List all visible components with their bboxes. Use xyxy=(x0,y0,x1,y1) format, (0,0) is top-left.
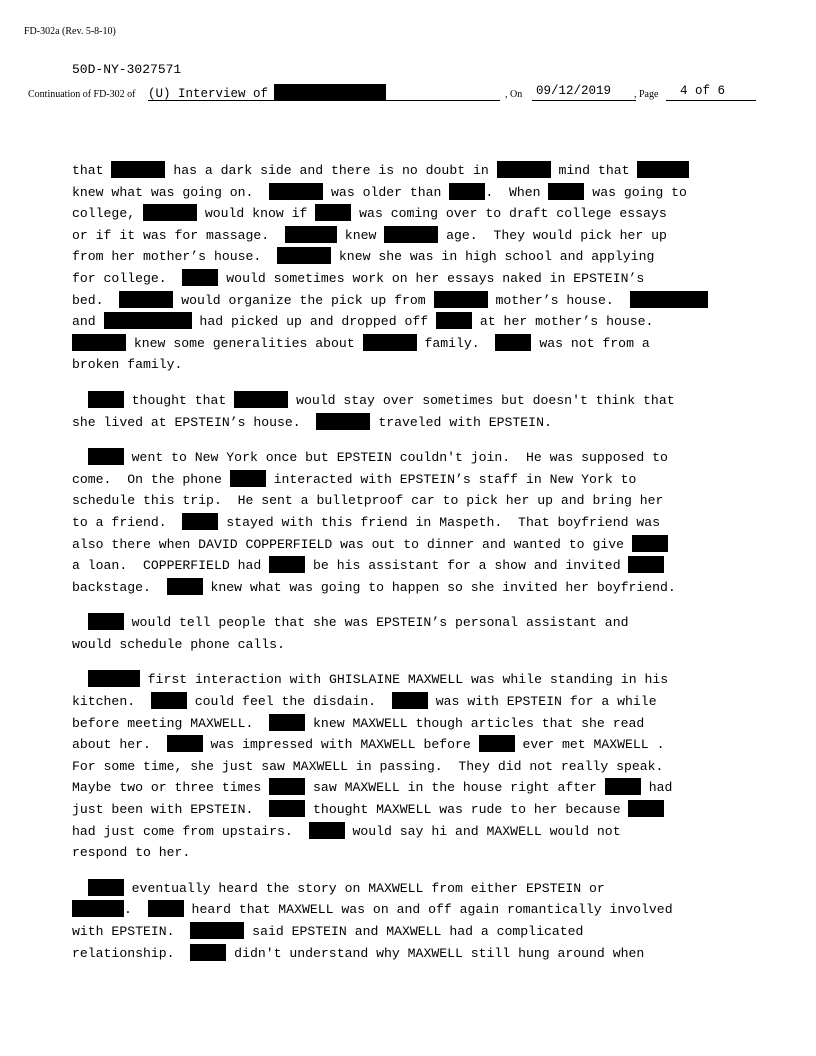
redaction xyxy=(190,944,226,961)
text: didn't understand why MAXWELL still hung around when xyxy=(226,945,645,961)
text: and xyxy=(72,314,104,330)
redaction xyxy=(384,226,438,243)
text: knew MAXWELL though articles that she read xyxy=(305,715,645,731)
paragraph-6 xyxy=(72,878,752,964)
text: schedule this trip. He sent a bulletproof car to pick her up and bring her xyxy=(72,493,664,509)
redaction xyxy=(548,183,584,200)
redaction xyxy=(88,448,124,465)
text: before meeting MAXWELL. xyxy=(72,715,270,731)
text: knew some generalities about xyxy=(126,335,363,351)
redaction xyxy=(277,247,331,264)
text: relationship. xyxy=(72,945,191,961)
text: knew xyxy=(336,227,385,243)
text: that xyxy=(72,163,112,178)
redaction xyxy=(392,692,428,709)
text: mother’s house. xyxy=(487,292,630,308)
on-label: , On xyxy=(505,89,523,100)
paragraph-5 xyxy=(72,669,752,863)
redaction xyxy=(269,778,305,795)
paragraph-3 xyxy=(72,447,752,598)
continuation-label: Continuation of FD-302 of xyxy=(28,89,136,100)
text: would stay over sometimes but doesn't think that xyxy=(288,392,675,408)
text: age. They would pick her up xyxy=(438,227,667,243)
text: was coming over to draft college essays xyxy=(351,206,667,222)
form-id: FD-302a (Rev. 5-8-10) xyxy=(24,26,116,37)
redaction xyxy=(88,879,124,896)
subject-text: (U) Interview of xyxy=(148,87,269,101)
text: bed. xyxy=(72,292,120,308)
redaction xyxy=(88,670,140,687)
text: kitchen. xyxy=(72,694,151,710)
text: at her mother’s house. xyxy=(472,314,654,330)
text: family. xyxy=(416,335,496,351)
redaction xyxy=(230,470,266,487)
text: knew what was going to happen so she invited her boyfriend. xyxy=(202,579,676,595)
text: Maybe two or three times xyxy=(72,780,270,796)
text: about her. xyxy=(72,737,167,753)
text: ever met MAXWELL . xyxy=(514,737,665,753)
subject-field xyxy=(148,84,500,101)
redaction xyxy=(269,800,305,817)
redaction xyxy=(72,900,124,917)
text: would know if xyxy=(196,206,316,222)
redaction xyxy=(111,161,165,178)
redaction xyxy=(274,84,386,100)
text: traveled with EPSTEIN. xyxy=(370,414,552,430)
text: could feel the disdain. xyxy=(186,694,392,710)
text: would organize the pick up from xyxy=(173,292,434,308)
redaction xyxy=(88,613,124,630)
redaction xyxy=(309,822,345,839)
paragraph-4 xyxy=(72,612,752,655)
text: knew what was going on. xyxy=(72,184,270,200)
text: has a dark side and there is no doubt in xyxy=(165,163,497,178)
redaction xyxy=(285,226,337,243)
text: stayed with this friend in Maspeth. That boyfriend was xyxy=(218,514,661,530)
redaction xyxy=(182,269,218,286)
redaction xyxy=(637,161,689,178)
text: also there when DAVID COPPERFIELD was out to dinner and wanted to give xyxy=(72,536,632,552)
redaction xyxy=(315,204,351,221)
text: to a friend. xyxy=(72,514,183,530)
text: was with EPSTEIN for a while xyxy=(427,694,657,710)
redaction xyxy=(104,312,192,329)
text: with EPSTEIN. xyxy=(72,924,191,939)
redaction xyxy=(269,183,323,200)
redaction xyxy=(182,513,218,530)
redaction xyxy=(151,692,187,709)
redaction xyxy=(479,735,515,752)
text: was going to xyxy=(584,184,687,200)
paragraph-1 xyxy=(72,160,752,376)
text: was impressed with MAXWELL before xyxy=(202,737,479,753)
redaction xyxy=(628,556,664,573)
page-label: , Page xyxy=(634,89,659,100)
text: thought that xyxy=(123,392,235,408)
redaction xyxy=(148,900,184,917)
text: said EPSTEIN and MAXWELL had a complicated xyxy=(244,924,584,939)
text: would say hi and MAXWELL would not xyxy=(344,823,621,839)
text: broken family. xyxy=(72,357,183,373)
text: . When xyxy=(485,184,549,200)
case-number: 50D-NY-3027571 xyxy=(72,62,182,77)
redaction xyxy=(449,183,485,200)
document-body xyxy=(72,160,752,978)
redaction xyxy=(628,800,664,817)
redaction xyxy=(167,735,203,752)
redaction xyxy=(436,312,472,329)
text: . xyxy=(124,902,148,918)
text: or if it was for massage. xyxy=(72,227,285,243)
text: went to New York once but EPSTEIN couldn't join. He was supposed to xyxy=(123,450,668,466)
text: would sometimes work on her essays naked in EPSTEIN’s xyxy=(218,270,645,286)
text: was not from a xyxy=(531,335,650,351)
redaction xyxy=(316,413,370,430)
paragraph-2 xyxy=(72,390,752,433)
text: eventually heard the story on MAXWELL from either EPSTEIN or xyxy=(123,880,605,896)
text: college, xyxy=(72,206,143,222)
redaction xyxy=(269,556,305,573)
text: saw MAXWELL in the house right after xyxy=(305,780,605,796)
redaction xyxy=(497,161,551,178)
text: thought MAXWELL was rude to her because xyxy=(305,802,629,818)
text: just been with EPSTEIN. xyxy=(72,802,270,818)
text: mind that xyxy=(550,163,638,178)
page-field: 4 of 6 xyxy=(666,84,756,101)
text: For some time, she just saw MAXWELL in passing. They did not really speak. xyxy=(72,758,664,774)
text: respond to her. xyxy=(72,845,191,861)
text: come. On the phone xyxy=(72,471,230,487)
redaction xyxy=(190,922,244,939)
text: first interaction with GHISLAINE MAXWELL was while standing in his xyxy=(139,672,669,688)
text: a loan. COPPERFIELD had xyxy=(72,558,270,574)
text: would tell people that she was EPSTEIN’s personal assistant and xyxy=(123,615,629,631)
text: interacted with EPSTEIN’s staff in New York to xyxy=(265,471,637,487)
text: had picked up and dropped off xyxy=(191,314,437,330)
text: had just come from upstairs. xyxy=(72,823,309,839)
text: had xyxy=(640,780,673,796)
redaction xyxy=(363,334,417,351)
text: knew she was in high school and applying xyxy=(331,249,655,265)
text: she lived at EPSTEIN’s house. xyxy=(72,414,317,430)
redaction xyxy=(495,334,531,351)
text: would schedule phone calls. xyxy=(72,636,285,652)
redaction xyxy=(630,291,708,308)
redaction xyxy=(234,391,288,408)
text: backstage. xyxy=(72,579,167,595)
redaction xyxy=(632,535,668,552)
text: from her mother’s house. xyxy=(72,249,278,265)
redaction xyxy=(167,578,203,595)
text: be his assistant for a show and invited xyxy=(305,558,629,574)
redaction xyxy=(119,291,173,308)
text: heard that MAXWELL was on and off again romantically involved xyxy=(183,902,673,918)
redaction xyxy=(434,291,488,308)
redaction xyxy=(143,204,197,221)
redaction xyxy=(605,778,641,795)
redaction xyxy=(72,334,126,351)
text: was older than xyxy=(323,184,450,200)
redaction xyxy=(269,714,305,731)
date-field: 09/12/2019 xyxy=(532,84,636,101)
text: for college. xyxy=(72,270,183,286)
redaction xyxy=(88,391,124,408)
